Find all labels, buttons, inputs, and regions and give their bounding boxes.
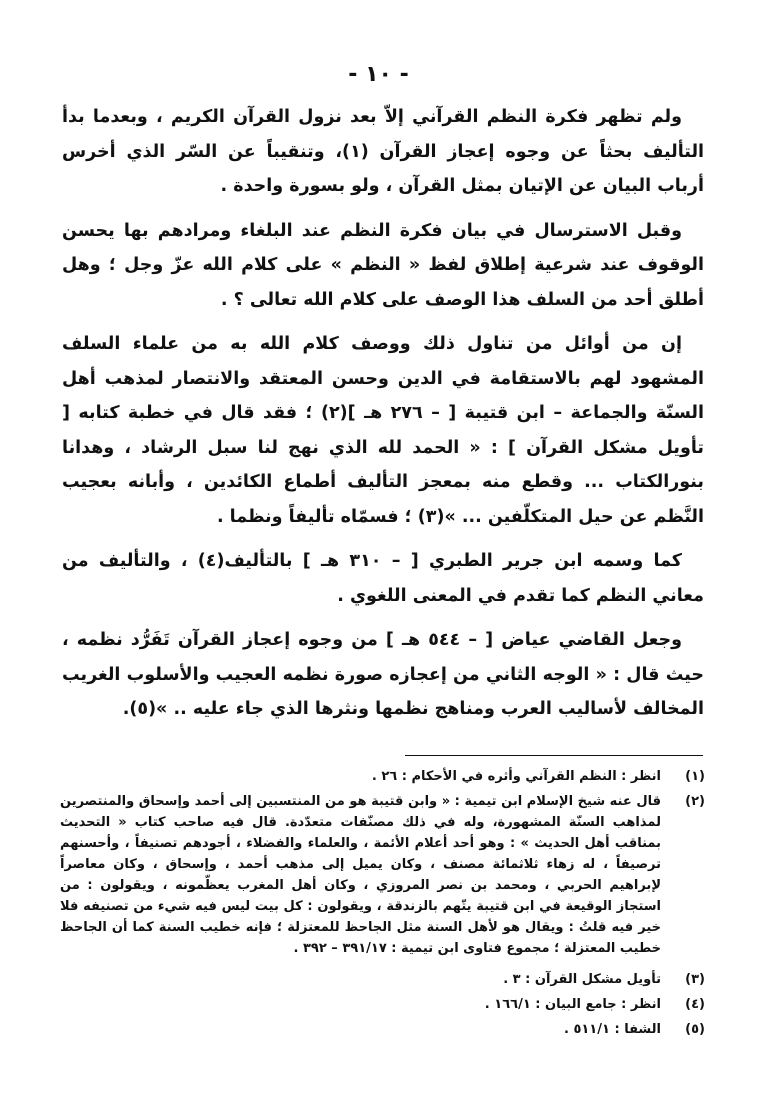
main-text [62, 100, 704, 737]
footnote [60, 994, 705, 1015]
footnote [60, 766, 705, 787]
footnote-text: انظر : جامع البيان : ١٦٦/١ . [484, 997, 661, 1012]
footnote-number: (١) [685, 769, 705, 784]
footnote-text: تأويل مشكل القرآن : ٣ . [503, 972, 661, 987]
footnote-text: قال عنه شيخ الإسلام ابن تيمية : « وابن قتيبة هو من المنتسبين إلى أحمد وإسحاق والمنتصرين لمذاهب السنّة المشهورة، وله في ذلك مصنّفات متعدّدة. قال فيه صاحب كتاب « التحديث بمناقب أهل الحديث » : وهو أحد أعلام الأئمة ، والعلماء والفضلاء ، أجودهم تصنيفاً ، وأحسنهم ترصيفاً ، له زهاء ثلاثمائة مصنف ، وكان يميل إلى مذهب أحمد ، وإسحاق ، وكان معاصراً لإبراهيم الحربي ، ومحمد بن نصر المروزي ، وكان أهل المغرب يعظّمونه ، ويقولون : من استجاز الوقيعة في ابن قتيبة يتّهم بالزندقة ، ويقولون : كل بيت ليس فيه شيء من تصنيفه فلا خير فيه قلتُ : ويقال هو لأهل السنة مثل الجاحظ للمعتزلة ؛ فإنه خطيب السنة كما أن الجاحظ خطيب المعتزلة ؛ مجموع فتاوى ابن تيمية : ٣٩١/١٧ – ٣٩٢ . [60, 794, 661, 956]
paragraph: كما وسمه ابن جرير الطبري [ – ٣١٠ هـ ] بالتأليف(٤) ، والتأليف من معاني النظم كما تقدم في المعنى اللغوي . [62, 551, 704, 606]
footnote-divider [405, 755, 703, 756]
footnote [60, 1019, 705, 1040]
footnote-number: (٤) [685, 997, 705, 1012]
footnote-text: الشفا : ٥١١/١ . [563, 1022, 661, 1037]
footnote [60, 791, 705, 959]
page-number: - ١٠ - [348, 62, 409, 87]
paragraph: إن من أوائل من تناول ذلك ووصف كلام الله به من علماء السلف المشهود لهم بالاستقامة في الدين وحسن المعتقد والانتصار لمذهب أهل السنّة والجماعة – ابن قتيبة [ – ٢٧٦ هـ ](٢) ؛ فقد قال في خطبة كتابه [ تأويل مشكل القرآن ] : « الحمد لله الذي نهج لنا سبل الرشاد ، وهدانا بنورالكتاب ... وقطع منه بمعجز التأليف أطماع الكائدين ، وأبانه بعجيب النَّظم عن حيل المتكلّفين ... »(٣) ؛ فسمّاه تأليفاً ونظما . [62, 334, 704, 527]
footnote-number: (٢) [685, 794, 705, 809]
footnotes [60, 766, 705, 1044]
paragraph: وجعل القاضي عياض [ – ٥٤٤ هـ ] من وجوه إعجاز القرآن تَفَرُّد نظمه ، حيث قال : « الوجه الثاني من إعجازه صورة نظمه العجيب والأسلوب الغريب المخالف لأساليب العرب ومناهج نظمها ونثرها الذي جاء عليه .. »(٥). [62, 630, 704, 719]
footnote-number: (٣) [685, 972, 705, 987]
footnote-text: انظر : النظم القرآني وأثره في الأحكام : ٢٦ . [371, 769, 661, 784]
paragraph: ولم تظهر فكرة النظم القرآني إلاّ بعد نزول القرآن الكريم ، وبعدما بدأ التأليف بحثاً عن وجوه إعجاز القرآن (١)، وتنقيباً عن السّر الذي أخرس أرباب البيان عن الإتيان بمثل القرآن ، ولو بسورة واحدة . [62, 107, 705, 196]
paragraph: وقبل الاسترسال في بيان فكرة النظم عند البلغاء ومرادهم بها يحسن الوقوف عند شرعية إطلاق لفظ « النظم » على كلام الله عزّ وجل ؛ وهل أطلق أحد من السلف هذا الوصف على كلام الله تعالى ؟ . [62, 220, 704, 310]
footnote-number: (٥) [685, 1022, 705, 1037]
footnote [60, 969, 705, 990]
